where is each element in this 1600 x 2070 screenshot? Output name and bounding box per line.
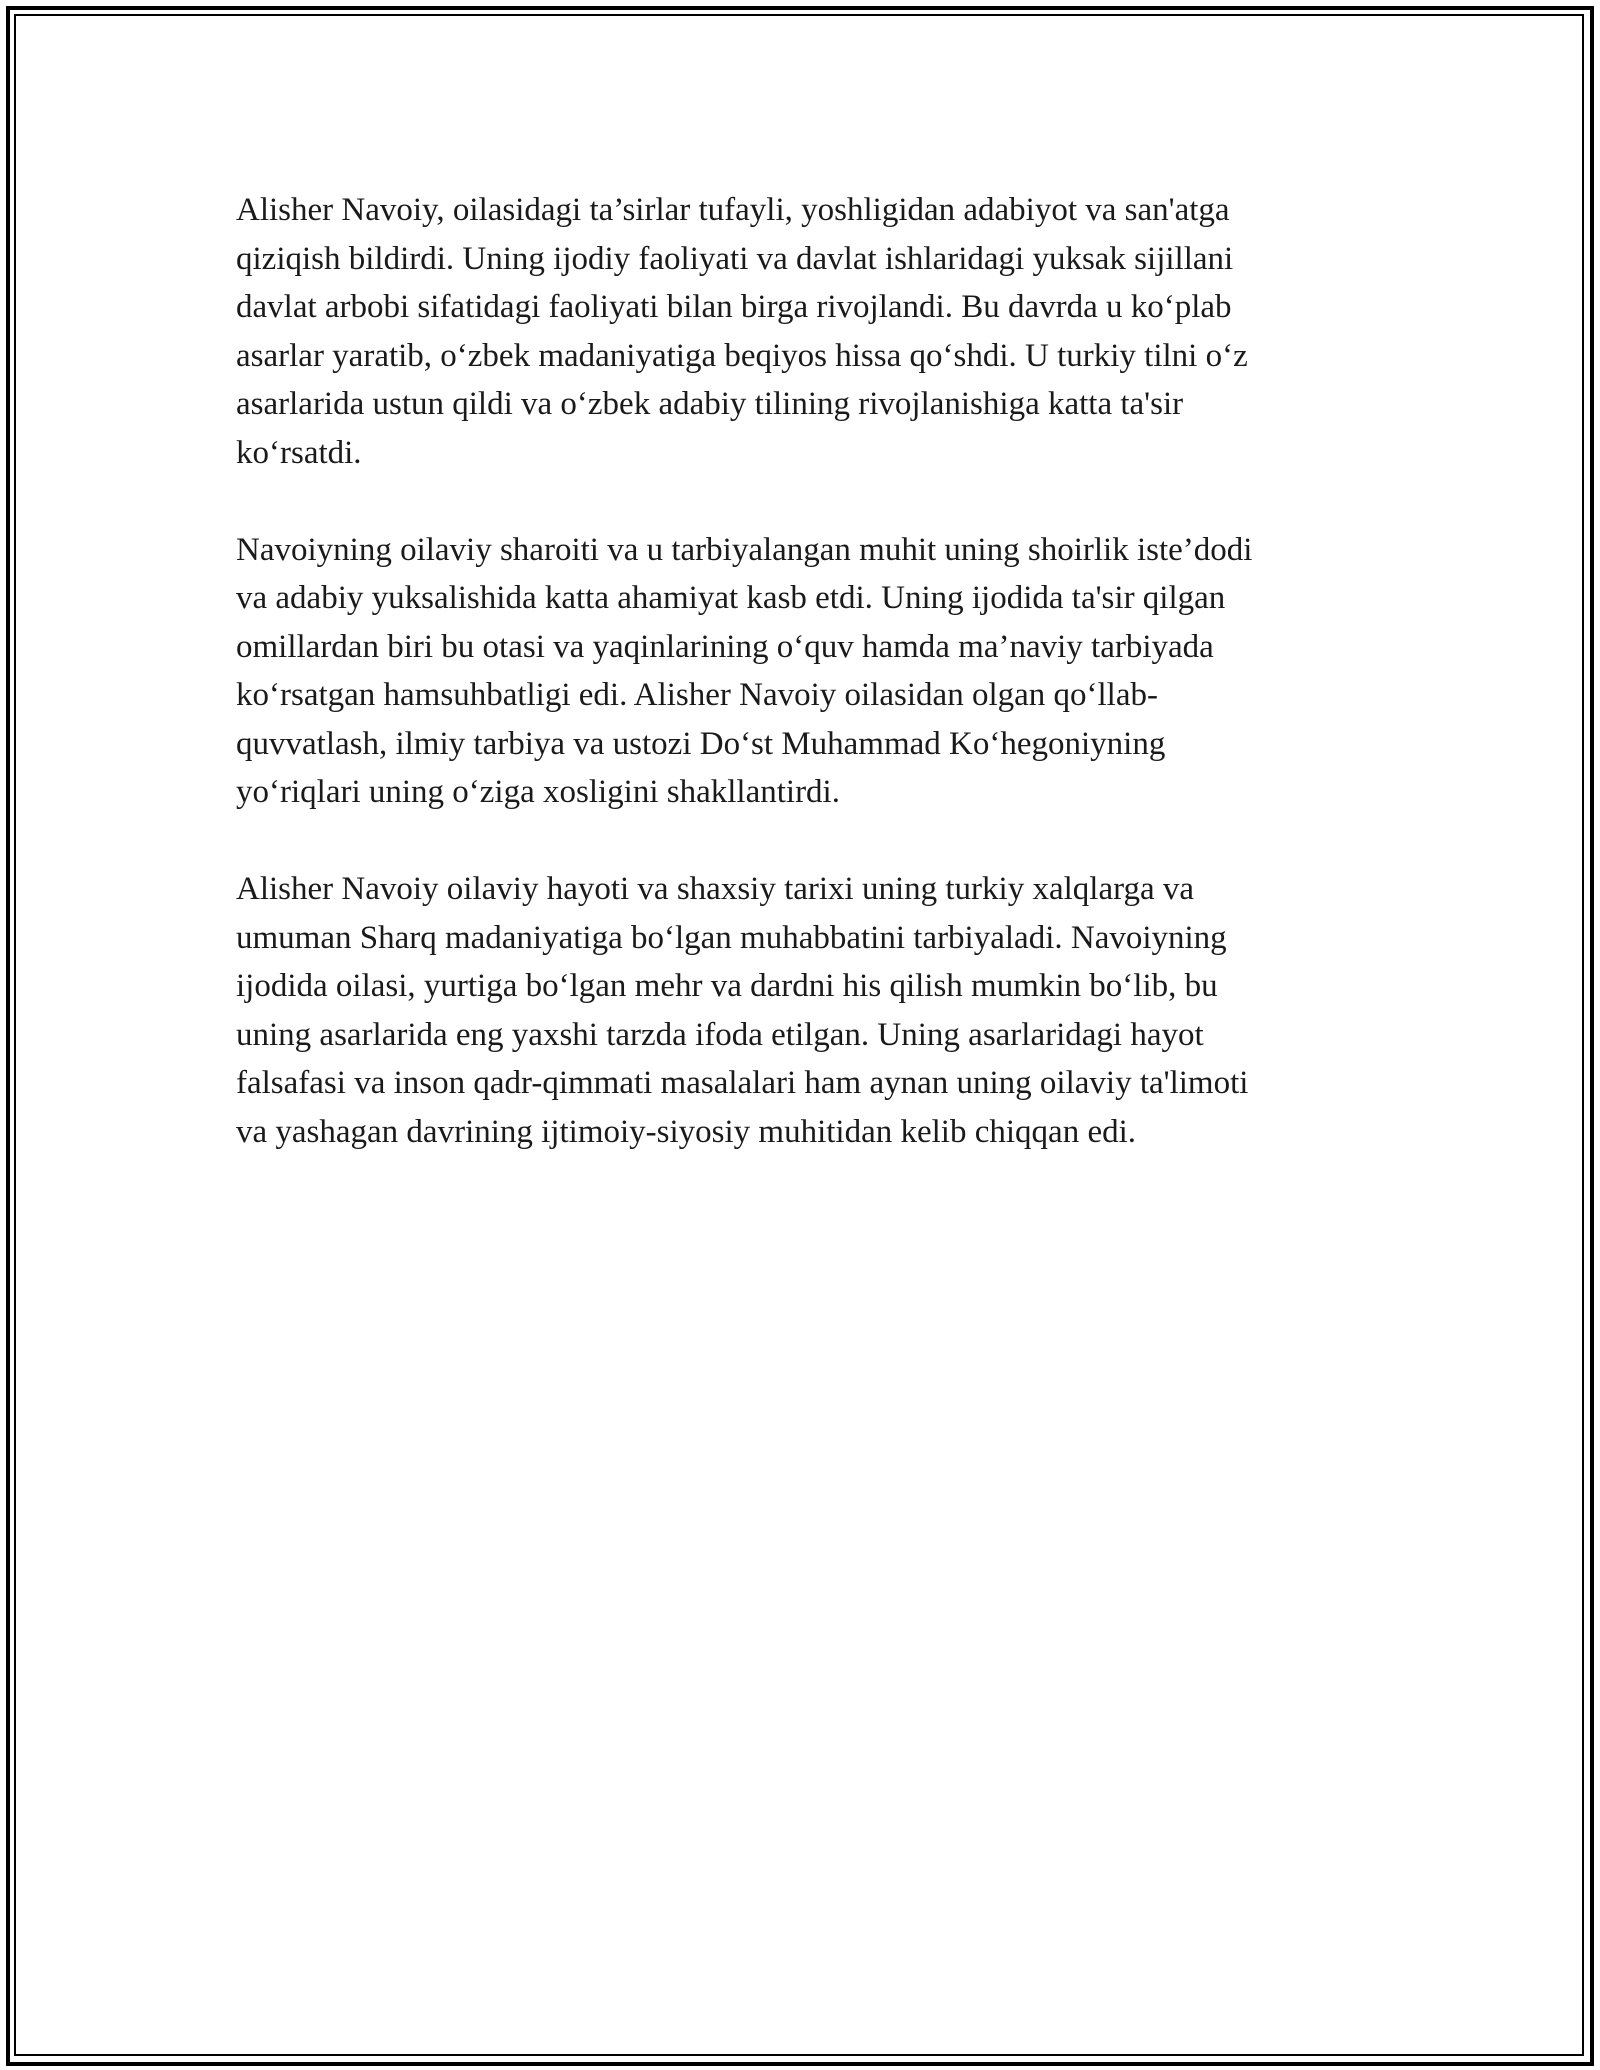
document-body xyxy=(236,186,1376,1205)
paragraph-2: Navoiyning oilaviy sharoiti va u tarbiyalangan muhit uning shoirlik iste’dodi va adabiy yuksalishida katta ahamiyat kasb etdi. Uning ijodida ta'sir qilgan omillardan biri bu otasi va yaqinlarining o‘quv hamda ma’naviy tarbiyada ko‘rsatgan hamsuhbatligi edi. Alisher Navoiy oilasidan olgan qo‘llab- quvvatlash, ilmiy tarbiya va ustozi Do‘st Muhammad Ko‘hegoniyning yo‘riqlari uning o‘ziga xosligini shakllantirdi. xyxy=(236,531,1253,810)
paragraph-1: Alisher Navoiy, oilasidagi ta’sirlar tufayli, yoshligidan adabiyot va san'atga qiziqish bildirdi. Uning ijodiy faoliyati va davlat ishlaridagi yuksak sijillani davlat arbobi sifatidagi faoliyati bilan birga rivojlandi. Bu davrda u ko‘plab asarlar yaratib, o‘zbek madaniyatiga beqiyos hissa qo‘shdi. U turkiy tilni o‘z asarlarida ustun qildi va o‘zbek adabiy tilining rivojlanishiga katta ta'sir ko‘rsatdi. xyxy=(236,192,1248,471)
paragraph-3: Alisher Navoiy oilaviy hayoti va shaxsiy tarixi uning turkiy xalqlarga va umuman Sharq madaniyatiga bo‘lgan muhabbatini tarbiyaladi. Navoiyning ijodida oilasi, yurtiga bo‘lgan mehr va dardni his qilish mumkin bo‘lib, bu uning asarlarida eng yaxshi tarzda ifoda etilgan. Uning asarlaridagi hayot falsafasi va inson qadr-qimmati masalalari ham aynan uning oilaviy ta'limoti va yashagan davrining ijtimoiy-siyosiy muhitidan kelib chiqqan edi. xyxy=(236,871,1249,1150)
